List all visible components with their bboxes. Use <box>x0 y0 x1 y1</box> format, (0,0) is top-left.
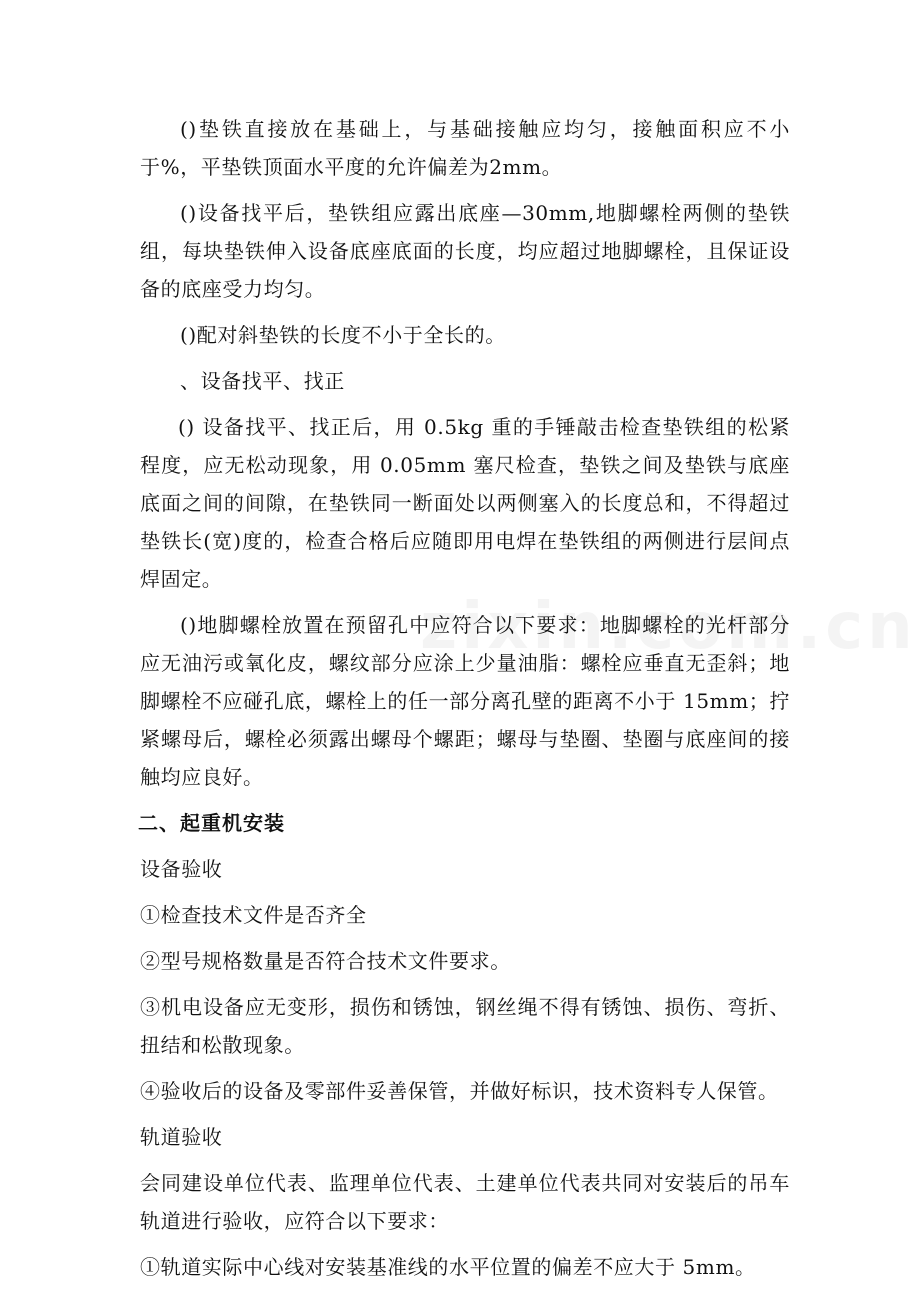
list-item: ②型号规格数量是否符合技术文件要求。 <box>140 949 511 973</box>
paragraph-inspection: () 设备找平、找正后，用 0.5kg 重的手锤敲击检查垫铁组的松紧程度，应无松动现象，用 0.05mm 塞尺检查，垫铁之间及垫铁与底座底面之间的间隙，在垫铁同一断面处以两侧塞入的长度总和，不得超过垫铁长(宽)度的，检查合格后应随即用电焊在垫铁组的两侧进行层间点焊固定。 <box>140 415 790 591</box>
subheading-equipment-acceptance: 设备验收 <box>140 857 223 881</box>
subheading-track-acceptance: 轨道验收 <box>140 1125 223 1149</box>
list-item: ③机电设备应无变形，损伤和锈蚀，钢丝绳不得有锈蚀、损伤、弯折、扭结和松散现象。 <box>140 995 790 1057</box>
paragraph-leveling-shims: ()设备找平后，垫铁组应露出底座—30mm,地脚螺栓两侧的垫铁组，每块垫铁伸入设备底座底面的长度，均应超过地脚螺栓，且保证设备的底座受力均匀。 <box>140 201 790 301</box>
document-body <box>140 110 790 1286</box>
list-item: ④验收后的设备及零部件妥善保管，并做好标识，技术资料专人保管。 <box>140 1079 779 1103</box>
paragraph-track-intro: 会同建设单位代表、监理单位代表、土建单位代表共同对安装后的吊车轨道进行验收，应符合以下要求： <box>140 1171 790 1233</box>
paragraph-anchor-bolts: ()地脚螺栓放置在预留孔中应符合以下要求：地脚螺栓的光杆部分应无油污或氧化皮，螺纹部分应涂上少量油脂：螺栓应垂直无歪斜；地脚螺栓不应碰孔底，螺栓上的任一部分离孔壁的距离不小于 15mm；拧紧螺母后，螺栓必须露出螺母个螺距；螺母与垫圈、垫圈与底座间的接触均应良好。 <box>140 613 790 789</box>
paragraph-subheading-leveling: 、设备找平、找正 <box>180 369 345 393</box>
paragraph-shim-contact: ()垫铁直接放在基础上，与基础接触应均匀，接触面积应不小于%，平垫铁顶面水平度的允许偏差为2mm。 <box>140 117 790 179</box>
section-heading-crane-install: 二、起重机安装 <box>138 811 285 835</box>
list-item: ①轨道实际中心线对安装基准线的水平位置的偏差不应大于 5mm。 <box>140 1255 756 1279</box>
paragraph-taper-shims: ()配对斜垫铁的长度不小于全长的。 <box>180 323 506 347</box>
list-item: ①检查技术文件是否齐全 <box>140 903 367 927</box>
